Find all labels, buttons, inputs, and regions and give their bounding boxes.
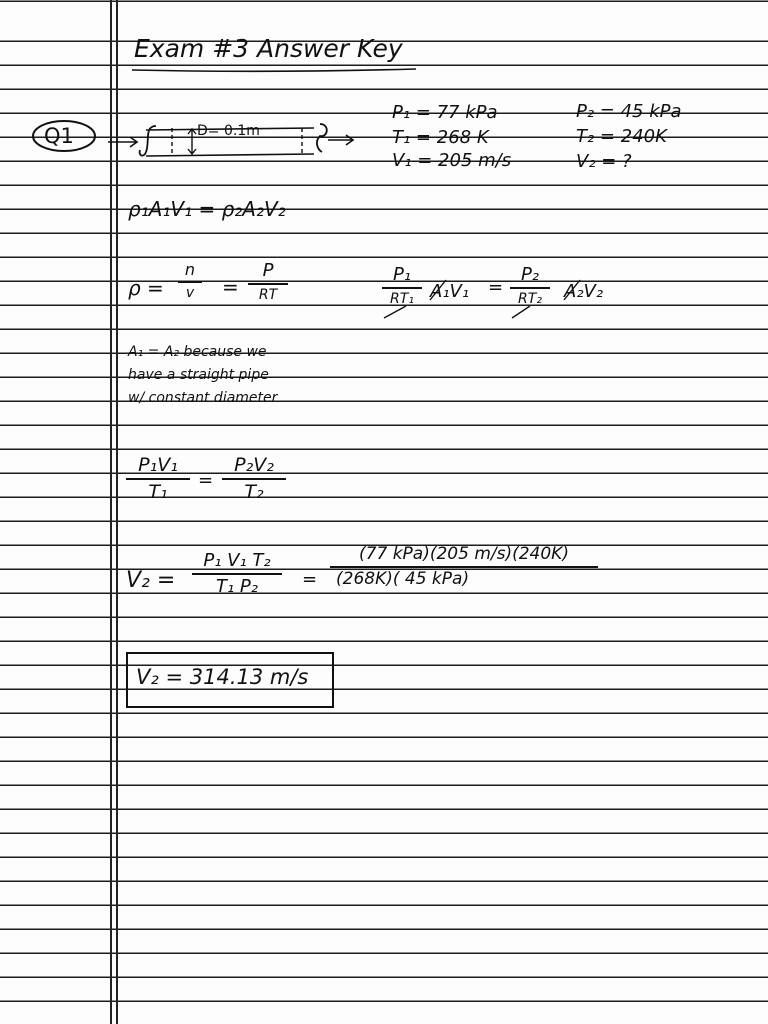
given-v2: V₂ = ? [576, 151, 632, 172]
solve-numeric-fraction [330, 546, 598, 588]
fraction-denominator: RT₁ [390, 290, 414, 307]
fraction-denominator: v [185, 284, 195, 301]
density-equals: = [222, 275, 239, 299]
simplified-left-fraction [126, 456, 190, 502]
given-t2: T₂ = 240K [576, 126, 667, 147]
fraction-denominator: T₂ [244, 480, 264, 503]
fraction-denominator: T₁ [148, 480, 168, 503]
diameter-label: D= 0.1m [197, 123, 260, 139]
cancellation-strokes [380, 270, 640, 330]
fraction-bar [126, 478, 190, 480]
fraction-bar [222, 478, 286, 480]
substituted-right-rest: A₂V₂ [564, 281, 604, 302]
answer-box [126, 652, 334, 708]
given-p2: P₂ = 45 kPa [576, 101, 682, 122]
fraction-denominator: RT [258, 286, 278, 303]
fraction-numerator: P₁ [392, 264, 412, 285]
title-underline [130, 66, 420, 74]
fraction-bar [178, 281, 202, 283]
solve-lhs: V₂ = [126, 568, 176, 593]
fraction-bar [330, 566, 598, 568]
density-fraction-1 [178, 262, 202, 300]
page-title: Exam #3 Answer Key [134, 34, 403, 63]
note-line: w/ constant diameter [128, 390, 278, 406]
fraction-numerator: P [262, 260, 274, 281]
solve-symbolic-fraction [192, 552, 282, 596]
fraction-denominator: (268K)( 45 kPa) [336, 568, 470, 589]
substituted-equals: = [488, 277, 504, 298]
given-p1: P₁ = 77 kPa [392, 102, 498, 123]
density-lhs: ρ = [128, 276, 164, 300]
continuity-equation: ρ₁A₁V₁ = ρ₂A₂V₂ [128, 197, 286, 221]
question-label: Q1 [44, 124, 74, 148]
given-t1: T₁ = 268 K [392, 127, 489, 148]
fraction-numerator: n [184, 260, 196, 279]
fraction-numerator: (77 kPa)(205 m/s)(240K) [359, 544, 569, 564]
note-line: A₁ = A₂ because we [128, 344, 267, 360]
note-line: have a straight pipe [128, 367, 269, 383]
simplified-right-fraction [222, 456, 286, 502]
solve-equals: = [302, 569, 318, 590]
fraction-denominator: T₁ P₂ [215, 575, 258, 597]
given-v1: V₁ = 205 m/s [392, 150, 512, 171]
fraction-bar [192, 573, 282, 575]
density-fraction-2 [248, 262, 288, 302]
simplified-equals: = [198, 470, 214, 491]
fraction-bar [248, 283, 288, 285]
fraction-numerator: P₁V₁ [138, 454, 178, 476]
substituted-left-rest: A₁V₁ [430, 281, 470, 302]
fraction-numerator: P₁ V₁ T₂ [203, 550, 271, 571]
fraction-numerator: P₂ [520, 264, 540, 285]
fraction-numerator: P₂V₂ [234, 454, 274, 476]
fraction-denominator: RT₂ [518, 290, 542, 307]
final-answer: V₂ = 314.13 m/s [136, 665, 309, 689]
